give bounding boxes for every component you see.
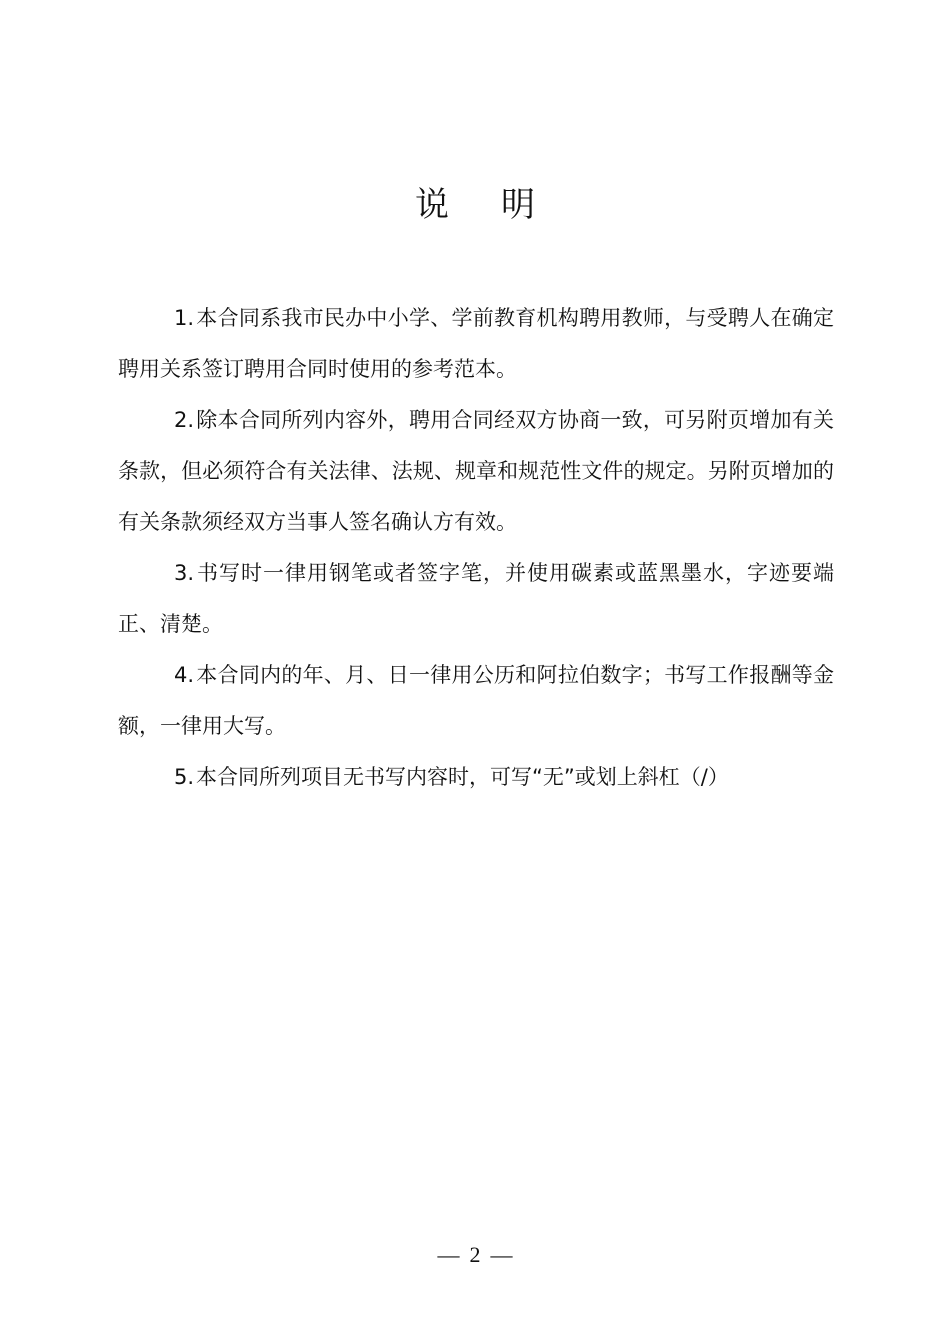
item-number: 3. xyxy=(174,561,195,585)
instruction-item-2 xyxy=(118,395,834,548)
item-number: 5. xyxy=(174,765,195,789)
item-text: 本合同系我市民办中小学、学前教育机构聘用教师，与受聘人在确定聘用关系签订聘用合同时使用的参考范本。 xyxy=(118,306,834,381)
item-text: 本合同内的年、月、日一律用公历和阿拉伯数字；书写工作报酬等金额，一律用大写。 xyxy=(118,663,834,738)
item-number: 2. xyxy=(174,408,195,432)
page-number: 2 xyxy=(469,1242,481,1267)
item-text: 本合同所列项目无书写内容时，可写“无”或划上斜杠（/） xyxy=(196,765,729,789)
instructions-body xyxy=(118,293,834,803)
item-text: 书写时一律用钢笔或者签字笔，并使用碳素或蓝黑墨水，字迹要端正、清楚。 xyxy=(118,561,834,636)
instruction-item-5 xyxy=(118,752,834,803)
item-number: 4. xyxy=(174,663,195,687)
footer-dash-right: — xyxy=(490,1242,513,1267)
page-footer xyxy=(0,1240,950,1270)
instruction-item-4 xyxy=(118,650,834,752)
page-title: 说明 xyxy=(415,185,587,225)
item-number: 1. xyxy=(174,306,195,330)
footer-dash-left: — xyxy=(437,1242,460,1267)
item-text: 除本合同所列内容外，聘用合同经双方协商一致，可另附页增加有关条款，但必须符合有关法律、法规、规章和规范性文件的规定。另附页增加的有关条款须经双方当事人签名确认方有效。 xyxy=(118,408,834,534)
instruction-item-1 xyxy=(118,293,834,395)
instruction-item-3 xyxy=(118,548,834,650)
